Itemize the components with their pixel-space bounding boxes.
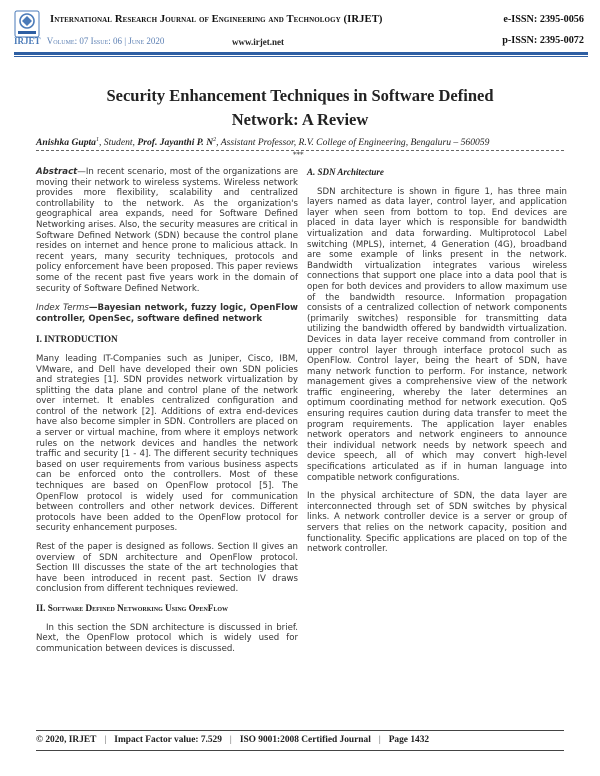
author-line: [36, 137, 576, 148]
footer-iso: ISO 9001:2008 Certified Journal: [239, 735, 371, 745]
volume-issue: Volume: 07 Issue: 06 | June 2020: [46, 36, 165, 46]
author1-name: Anishka Gupta: [36, 137, 96, 149]
footer-impact-label: Impact Factor value:: [114, 735, 201, 745]
section1-paragraph1: Many leading IT-Companies such as Juniper, Cisco, IBM, VMware, and Dell have developed their own SDN policies and strategies [1]. SDN provides network virtualization by splitting the data plane and control plane of the network over internet. It enables centralized configuration and control of the network [2]. Additions of extra end-devices have also become simpler in SDN. Controllers are placed on a server or virtual machine, from where it employs network rules on the network devices and handles the network traffic and security [1 - 4]. The different security techniques based on user requirements from various business aspects can be enforced onto the controllers. Most of these techniques are based on OpenFlow protocol [5]. The OpenFlow protocol is widely used for communication between controllers and other network devices. Different protocols have been added to the OpenFlow protocol for security enhancement purposes.: [36, 353, 298, 534]
left-column: [36, 167, 298, 654]
separator-mark: ***: [293, 151, 304, 159]
volume-line: [14, 36, 164, 46]
section1-paragraph2: Rest of the paper is designed as follows. Section II gives an overview of SDN architecture and OpenFlow protocol. Section III discusses the state of the art technologies that have been introduced in recent past. Section IV draws conclusion from different techniques reviewed.: [36, 542, 298, 595]
right-column: [307, 167, 567, 555]
section2-paragraph1: In this section the SDN architecture is discussed in brief. Next, the OpenFlow protocol which is widely used for communication between devices is discussed.: [36, 622, 298, 654]
abstract: [36, 167, 298, 294]
footer-page-number: 1432: [410, 735, 430, 745]
header-rule-thin: [14, 56, 588, 57]
paper-title-line1: Security Enhancement Techniques in Software Defined: [106, 86, 494, 105]
footer-text: © 2020, IRJET | Impact Factor value: 7.529 | ISO 9001:2008 Certified Journal | Page 1432: [36, 735, 430, 745]
abstract-text: —In recent scenario, most of the organizations are moving their network to wireless systems. Wireless network provides more flexibility, scalability and centralized controllability to the network. As the organization's geographical area expands, need for Software Defined Networking arises. Also, the security measures are critical in Software Defined Network (SDN) because the control plane resides on internet and hence prone to malicious attack. In recent years, many security techniques, protocols and policy enforcement have been proposed. This paper reviews some of the recent past five years work in the domain of security of Software Defined Network.: [36, 167, 298, 294]
subsection-a-paragraph1: SDN architecture is shown in figure 1, has three main layers named as data layer, control layer, and application layer when seen from bottom to top. End devices are placed in data layer which is responsible for bandwidth virtualization and data forwarding. Multiprotocol Label switching (MPLS), internet, 4 Generation (4G), broadband are some example of links present in the network. Bandwidth virtualization integrates various wireless connections that support one place into a data pool that is open for both devices and providers to allow maximum use of the bandwidth resource. Information propagation consists of a centralized collection of network components (primarily switches) responsible for transmitting data utilizing the bandwidth offered by bandwidth virtualization. Devices in data layer receive command from controller in upper control layer through interface protocol such as OpenFlow. Control layer, being the heart of SDN, have many network function to perform. For instance, network management gives a comprehensive view of the network traffic engineering, whereby the later determines an optimum coordinating method for network execution. QoS ensuring requires caution during data transfer to meet the program requirements. The application layer enables network operators and network engineers to announce their individual network needs by network speech and device speech, all of which may convert high-level specifications articulated as if in human language into compatible network configurations.: [307, 186, 567, 483]
index-terms-text: —Bayesian network, fuzzy logic, OpenFlow controller, OpenSec, software defined network: [36, 303, 298, 324]
footer-page-label: Page: [388, 735, 411, 745]
paper-title-line2: Network: A Review: [231, 110, 369, 129]
e-issn: e-ISSN: 2395-0056: [503, 14, 584, 25]
abstract-label: Abstract: [36, 167, 78, 177]
website-link[interactable]: www.irjet.net: [232, 37, 284, 47]
header-rule: [14, 52, 588, 55]
author2-name: Prof. Jayanthi P. N: [137, 137, 214, 149]
footer-copyright: © 2020, IRJET: [36, 735, 97, 745]
index-terms: [36, 303, 298, 324]
section2-heading: II. Software Defined Networking Using OpenFlow: [36, 602, 229, 613]
footer-rule-bottom: [36, 750, 564, 751]
p-issn: p-ISSN: 2395-0072: [502, 35, 584, 46]
author1-role: , Student,: [98, 137, 138, 149]
subsection-a-paragraph2: In the physical architecture of SDN, the data layer are interconnected through set of SDN switches by physical links. A network controller device is a server or group of servers that relies on the network capacity, position and functionality. Specific applications are placed on top of the network controller.: [307, 491, 567, 555]
section1-heading: I. INTRODUCTION: [36, 334, 118, 345]
author1-sup: 1: [95, 137, 99, 143]
irjet-logo-icon: [14, 10, 40, 38]
index-terms-label: Index Terms: [36, 303, 89, 314]
logo-text: IRJET: [14, 36, 41, 46]
author2-sup: 2: [213, 137, 217, 143]
author2-role: , Assistant Professor, R.V. College of Engineering, Bengaluru – 560059: [216, 137, 490, 149]
journal-name: International Research Journal of Engineering and Technology (IRJET): [50, 14, 383, 25]
subsection-a-heading: A. SDN Architecture: [307, 167, 384, 177]
footer-rule-top: [36, 730, 564, 731]
journal-header: [14, 8, 588, 66]
footer-impact-value: 7.529: [200, 735, 222, 745]
